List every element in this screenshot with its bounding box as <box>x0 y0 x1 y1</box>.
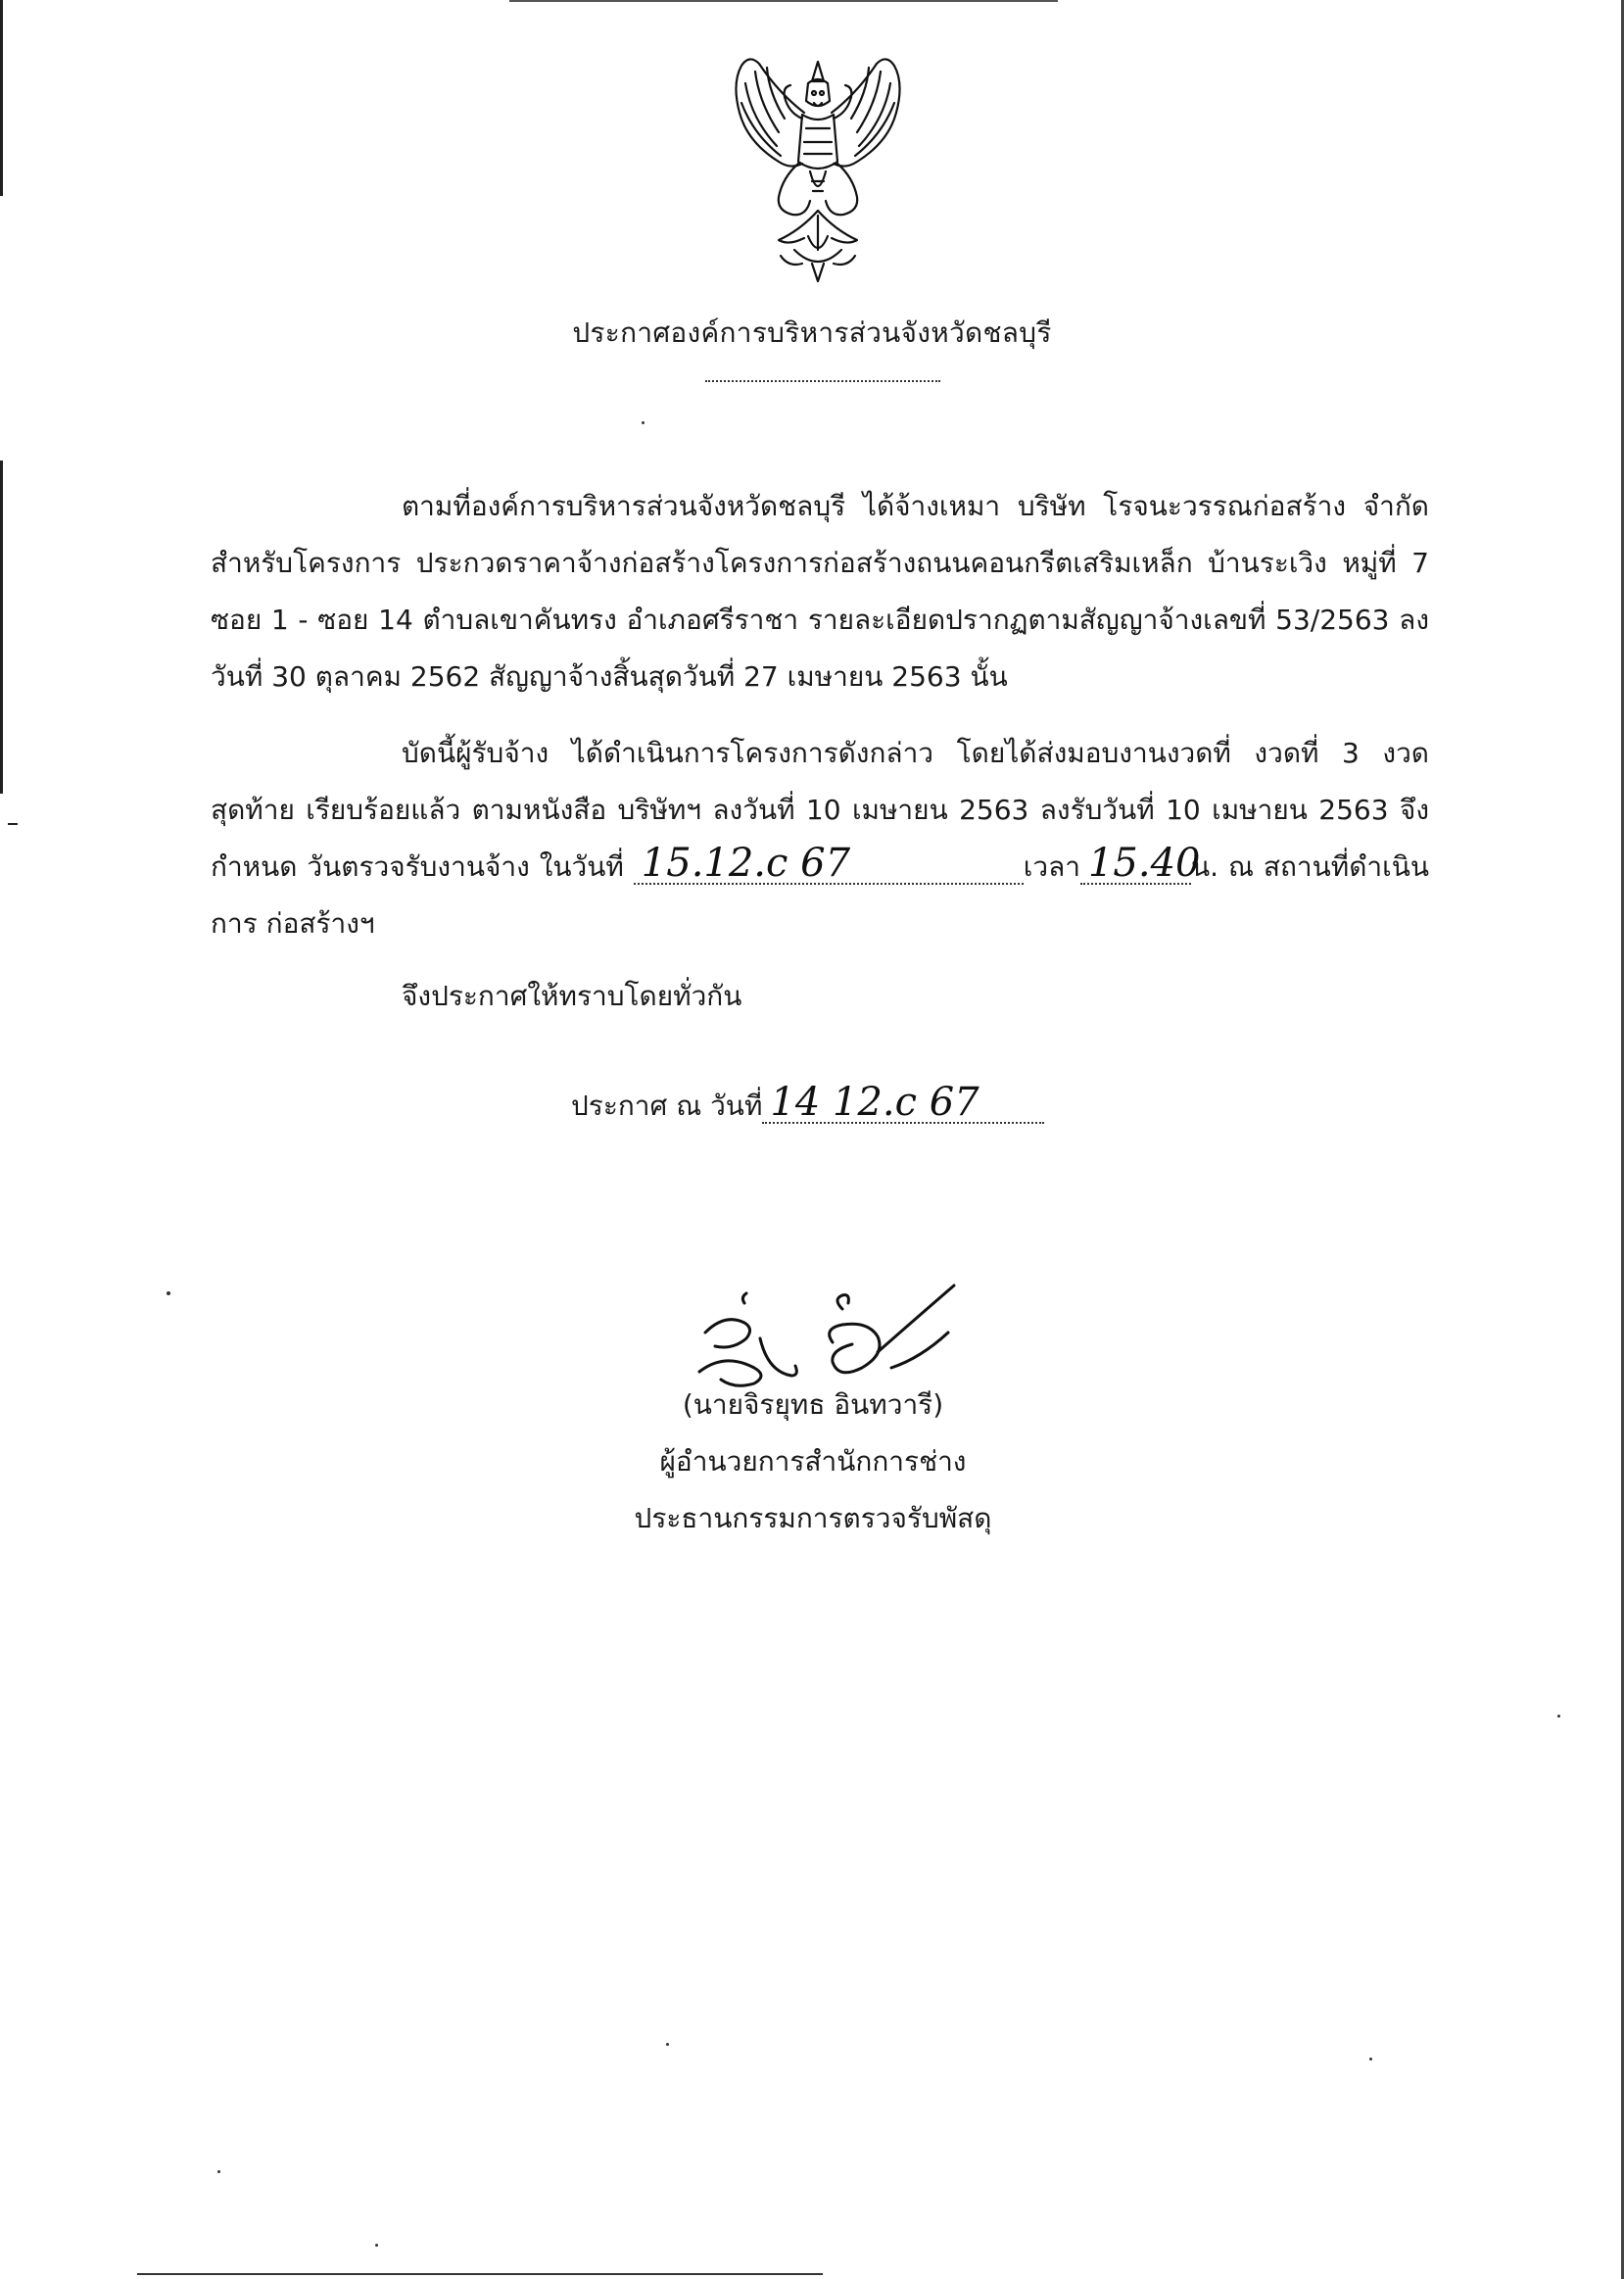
paragraph-contract <box>211 478 1429 705</box>
paragraph-delivery <box>211 725 1429 952</box>
signer-role: ประธานกรรมการตรวจรับพัสดุ <box>634 1502 992 1534</box>
scan-speck <box>217 2170 220 2173</box>
scan-speck <box>375 2244 378 2247</box>
inspection-date-handwritten: 15.12.c 67 <box>634 844 1024 885</box>
heading-divider <box>705 380 940 382</box>
paragraph-contract-text: ตามที่องค์การบริหารส่วนจังหวัดชลบุรี ได้จ้างเหมา บริษัท โรจนะวรรณก่อสร้าง จำกัด สำหรับโครงการ ประกวดราคาจ้างก่อสร้างโครงการก่อสร้างถนนคอนกรีตเสริมเหล็ก บ้านระเวิง หมู่ที่ 7 ซอย 1 - ซอย 14 ตำบลเขาคันทรง อำเภอศรีราชา รายละเอียดปรากฏตามสัญญาจ้างเลขที่ 53/2563 ลงวันที่ 30 ตุลาคม 2562 สัญญาจ้างสิ้นสุดวันที่ 27 เมษายน 2563 นั้น <box>211 490 1429 693</box>
scan-speck <box>167 1291 170 1295</box>
announcement-date-line <box>571 1080 1044 1128</box>
scan-edge-left-top <box>0 0 3 196</box>
paragraph-delivery-text: บัดนี้ผู้รับจ้าง ได้ดำเนินการโครงการดังกล่าว โดยได้ส่งมอบงานงวดที่ งวดที่ 3 งวดสุดท้าย เรียบร้อยแล้ว ตามหนังสือ บริษัทฯ ลงวันที่ 10 เมษายน 2563 ลงรับวันที่ 10 เมษายน 2563 จึงกำหนด วันตรวจรับงานจ้าง ในวันที่ <box>211 737 1429 883</box>
closing-statement: จึงประกาศให้ทราบโดยทั่วกัน <box>402 980 742 1012</box>
inspection-time-handwritten: 15.40 <box>1080 844 1191 885</box>
scan-speck <box>642 421 645 424</box>
time-label: เวลา <box>1023 850 1080 883</box>
scan-speck <box>1557 1715 1560 1718</box>
paragraph-delivery-tail: น. ณ สถานที่ดำเนินการ ก่อสร้างฯ <box>211 850 1429 940</box>
signer-position: ผู้อำนวยการสำนักการช่าง <box>659 1445 967 1478</box>
scan-edge-bottom <box>137 2273 823 2275</box>
announce-date-handwritten: 14 12.c 67 <box>762 1083 1044 1124</box>
document-heading: ประกาศองค์การบริหารส่วนจังหวัดชลบุรี <box>572 316 1052 349</box>
signature-block <box>607 1377 1019 1547</box>
scan-speck <box>666 2043 669 2046</box>
scan-mark <box>8 823 18 825</box>
scan-edge-top <box>509 0 1058 2</box>
scan-edge-left-mid <box>0 461 3 794</box>
garuda-emblem-icon <box>720 54 916 284</box>
announce-label: ประกาศ ณ วันที่ <box>571 1090 763 1122</box>
signer-name: (นายจิรยุทธ อินทวารี) <box>682 1388 944 1421</box>
scan-speck <box>1369 2058 1372 2061</box>
